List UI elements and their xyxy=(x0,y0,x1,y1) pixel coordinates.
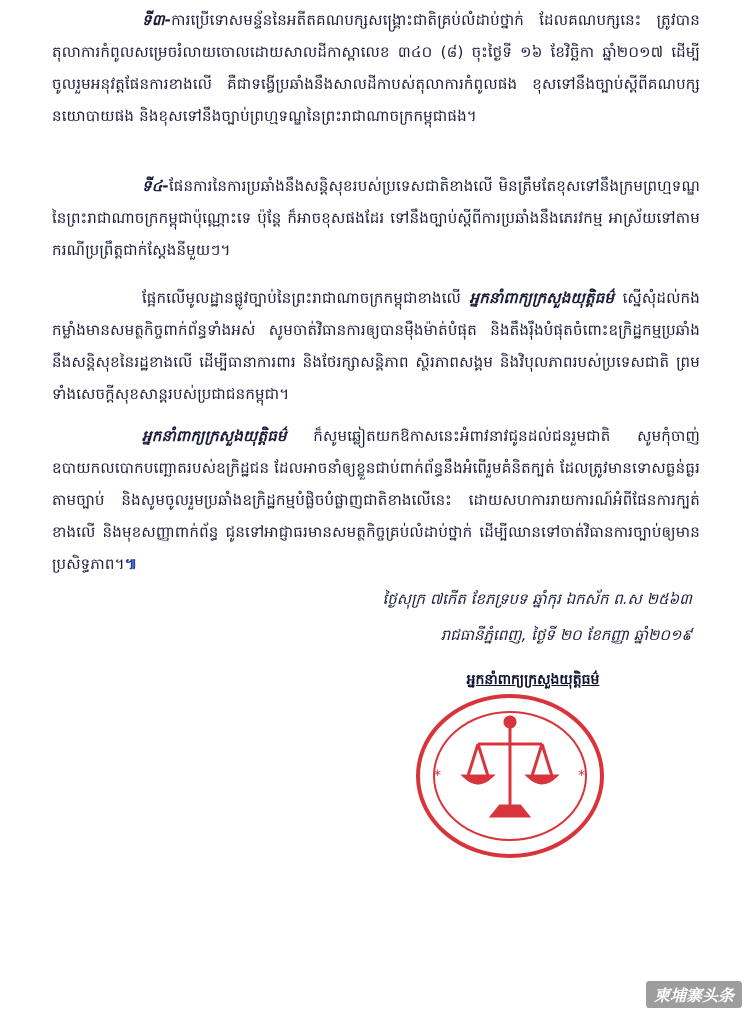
official-seal xyxy=(412,688,608,860)
paragraph-body: ក៏សូមឆ្លៀតយកឱកាសនេះអំពាវនាវជូនដល់ជនរួមជាតិ សូមកុំចាញ់ឧបាយកលបោកបញ្ឆោតរបស់ឧក្រិដ្ឋជន ដែលអាចនាំឲ្យខ្លួនជាប់ពាក់ព័ន្ធនឹងអំពើរួមគំនិតក្បត់ ដែលត្រូវមានទោសធ្ងន់ធ្ងរតាមច្បាប់ និងសូមចូលរួមប្រឆាំងឧក្រិដ្ឋកម្មបំផ្លិចបំផ្លាញជាតិខាងលើនេះ ដោយសហការរាយការណ៍អំពីផែនការក្បត់ខាងលើ និងមុខសញ្ញាពាក់ព័ន្ធ ជូនទៅអាជ្ញាធរមានសមត្ថកិច្ចគ្រប់លំដាប់ថ្នាក់ ដើម្បីឈានទៅចាត់វិធានការច្បាប់ឲ្យមានប្រសិទ្ធភាព។ xyxy=(52,427,700,573)
paragraph-body: ស្នើសុំដល់កងកម្លាំងមានសមត្ថកិច្ចពាក់ព័ន្ធទាំងអស់ សូមចាត់វិធានការឲ្យបានម៉ឺងម៉ាត់បំផុត និងតឹងរ៉ឹងបំផុតចំពោះឧក្រិដ្ឋកម្មប្រឆាំងនឹងសន្តិសុខនៃរដ្ឋខាងលើ ដើម្បីធានាការពារ និងថែរក្សាសន្តិភាព ស្ថិរភាពសង្គម និងវិបុលភាពរបស់ប្រទេសជាតិ ព្រមទាំងសេចក្តីសុខសាន្តរបស់ប្រជាជនកម្ពុជា។ xyxy=(52,289,700,403)
paragraph-body: ផែនការនៃការប្រឆាំងនឹងសន្តិសុខរបស់ប្រទេសជាតិខាងលើ មិនត្រឹមតែខុសទៅនឹងក្រមព្រហ្មទណ្ឌនៃព្រះរាជាណាចក្រកម្ពុជាប៉ុណ្ណោះទេ ប៉ុន្តែ ក៏អាចខុសផងដែរ ទៅនឹងច្បាប់ស្តីពីការប្រឆាំងនឹងភេរវកម្ម អាស្រ័យទៅតាមករណីប្រព្រឹត្តជាក់ស្តែងនីមួយៗ។ xyxy=(52,177,700,259)
paragraph-request xyxy=(52,282,700,410)
svg-text:*: * xyxy=(434,768,441,784)
end-mark: ៕ xyxy=(124,555,138,573)
paragraph-lead: អ្នកនាំពាក្យក្រសួងយុត្តិធម៌ xyxy=(142,427,287,445)
paragraph-lead: ទី៤- xyxy=(142,177,169,195)
paragraph-body: ការប្រើទោសមន្ទ័ននៃអតីតគណបក្សសង្គ្រោះជាតិគ្រប់លំដាប់ថ្នាក់ ដែលគណបក្សនេះ ត្រូវបានតុលាការកំពូលសម្រេចរំលាយចោលដោយសាលដីកាស្ពាលេខ ៣៤០ (៨) ចុះថ្ងៃទី ១៦ ខែវិច្ឆិកា ឆ្នាំ២០១៧ ដើម្បីចូលរួមអនុវត្តផែនការខាងលើ គឺជាទង្វើប្រឆាំងនឹងសាលដីកាបស់តុលាការកំពូលផង ខុសទៅនឹងច្បាប់ស្តីពីគណបក្សនយោបាយផង និងខុសទៅនឹងច្បាប់ព្រហ្មទណ្ឌនៃព្រះរាជាណាចក្រកម្ពុជាផង។ xyxy=(52,11,700,125)
scales-of-justice-icon xyxy=(464,717,556,816)
paragraph-point-3 xyxy=(52,4,700,132)
paragraph-point-4 xyxy=(52,170,700,266)
signatory-title: អ្នកនាំពាក្យក្រសួងយុត្តិធម៌ xyxy=(466,672,600,688)
solar-date: រាជធានីភ្នំពេញ, ថ្ងៃទី ២០ ខែកញ្ញា ឆ្នាំ២០១៩ xyxy=(440,626,692,644)
svg-text:*: * xyxy=(578,768,585,784)
paragraph-lead: អ្នកនាំពាក្យក្រសួងយុត្តិធម៌ xyxy=(469,289,615,307)
paragraph-appeal xyxy=(52,420,700,580)
watermark: 柬埔寨头条 xyxy=(646,981,742,1008)
lunar-date: ថ្ងៃសុក្រ ៧កើត ខែភទ្របទ ឆ្នាំកុរ ឯកស័ក ព.ស ២៥៦៣ xyxy=(382,590,692,608)
paragraph-intro: ផ្អែកលើមូលដ្ឋានផ្លូវច្បាប់នៃព្រះរាជាណាចក្រកម្ពុជាខាងលើ xyxy=(142,289,470,307)
paragraph-lead: ទី៣- xyxy=(142,11,172,29)
